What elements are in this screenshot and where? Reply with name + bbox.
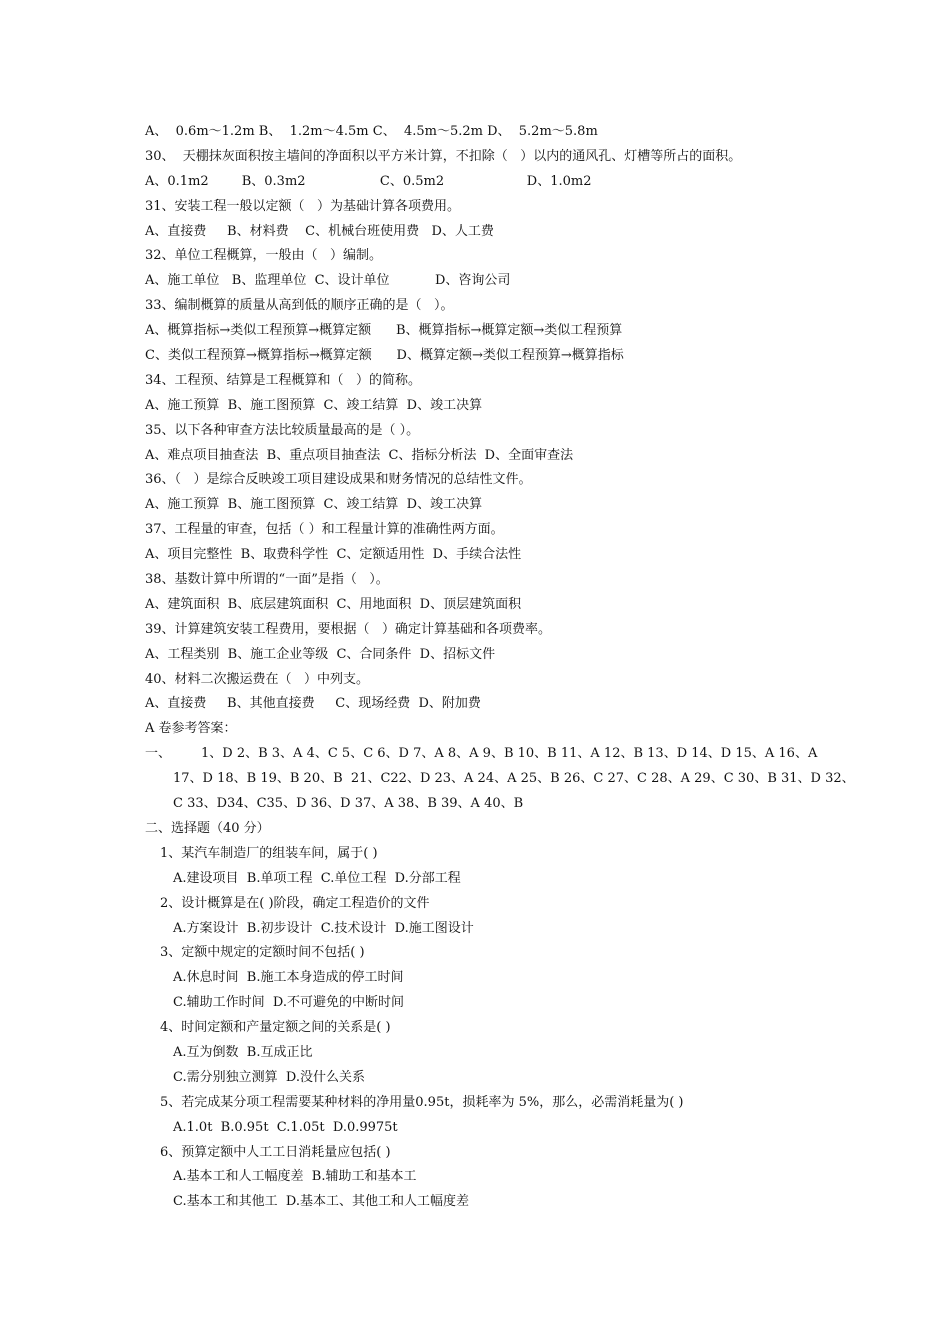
option-line-q32: A、施工单位 B、监理单位 C、设计单位 D、咨询公司	[145, 273, 511, 289]
question-33: 33、编制概算的质量从高到低的顺序正确的是（ ）。	[145, 298, 454, 314]
s2-options-6-ab: A.基本工和人工幅度差 B.辅助工和基本工	[173, 1169, 417, 1185]
s2-options-3-ab: A.休息时间 B.施工本身造成的停工时间	[173, 970, 404, 986]
question-31: 31、安装工程一般以定额（ ）为基础计算各项费用。	[145, 198, 460, 214]
option-line-q30: A、0.1m2 B、0.3m2 C、0.5m2 D、1.0m2	[145, 173, 592, 189]
question-39: 39、计算建筑安装工程费用，要根据（ ）确定计算基础和各项费率。	[145, 621, 551, 637]
s2-question-6: 6、预算定额中人工工日消耗量应包括( )	[160, 1144, 391, 1160]
option-line-q31: A、直接费 B、材料费 C、机械台班使用费 D、人工费	[145, 223, 494, 239]
answer-key-line-3: C 33、D34、C35、D 36、D 37、A 38、B 39、A 40、B	[173, 796, 524, 812]
question-34: 34、工程预、结算是工程概算和（ ）的简称。	[145, 372, 421, 388]
s2-options-5: A.1.0t B.0.95t C.1.05t D.0.9975t	[173, 1119, 398, 1135]
s2-options-4-cd: C.需分别独立测算 D.没什么关系	[173, 1069, 365, 1085]
s2-options-4-ab: A.互为倒数 B.互成正比	[173, 1044, 313, 1060]
option-line-q34: A、施工预算 B、施工图预算 C、竣工结算 D、竣工决算	[145, 397, 483, 413]
answer-key-line-2: 17、D 18、B 19、B 20、B 21、C22、D 23、A 24、A 25、B 26、C 27、C 28、A 29、C 30、B 31、D 32、	[173, 771, 855, 787]
s2-question-2: 2、设计概算是在( )阶段，确定工程造价的文件	[160, 895, 430, 911]
option-line-q36: A、施工预算 B、施工图预算 C、竣工结算 D、竣工决算	[145, 497, 483, 513]
option-line-q33-ab: A、概算指标→类似工程预算→概算定额 B、概算指标→概算定额→类似工程预算	[145, 323, 623, 339]
question-30: 30、 天棚抹灰面积按主墙间的净面积以平方米计算，不扣除（ ）以内的通风孔、灯槽等所占的面积。	[145, 148, 742, 164]
s2-question-5: 5、若完成某分项工程需要某种材料的净用量0.95t，损耗率为 5%，那么，必需消耗量为( )	[160, 1094, 684, 1110]
s2-options-3-cd: C.辅助工作时间 D.不可避免的中断时间	[173, 995, 404, 1011]
question-36: 36、（ ）是综合反映竣工项目建设成果和财务情况的总结性文件。	[145, 472, 532, 488]
s2-question-3: 3、定额中规定的定额时间不包括( )	[160, 945, 365, 961]
s2-options-1: A.建设项目 B.单项工程 C.单位工程 D.分部工程	[173, 870, 461, 886]
s2-options-6-cd: C.基本工和其他工 D.基本工、其他工和人工幅度差	[173, 1194, 469, 1210]
s2-question-1: 1、某汽车制造厂的组装车间，属于( )	[160, 845, 378, 861]
section-2-heading: 二、选择题（40 分）	[145, 820, 270, 836]
question-35: 35、以下各种审查方法比较质量最高的是（ ）。	[145, 422, 420, 438]
option-line-q40: A、直接费 B、其他直接费 C、现场经费 D、附加费	[145, 696, 481, 712]
option-line-q29: A、 0.6m～1.2m B、 1.2m～4.5m C、 4.5m～5.2m D、 5.2m～5.8m	[145, 124, 598, 139]
question-40: 40、材料二次搬运费在（ ）中列支。	[145, 671, 369, 687]
option-line-q37: A、项目完整性 B、取费科学性 C、定额适用性 D、手续合法性	[145, 547, 522, 563]
s2-options-2: A.方案设计 B.初步设计 C.技术设计 D.施工图设计	[173, 920, 474, 936]
question-38: 38、基数计算中所谓的“一面”是指（ ）。	[145, 572, 389, 588]
answer-section-marker: 一、	[145, 746, 172, 762]
question-32: 32、单位工程概算，一般由（ ）编制。	[145, 248, 382, 264]
option-line-q33-cd: C、类似工程预算→概算指标→概算定额 D、概算定额→类似工程预算→概算指标	[145, 348, 624, 364]
answer-key-line-1: 1、D 2、B 3、A 4、C 5、C 6、D 7、A 8、A 9、B 10、B 11、A 12、B 13、D 14、D 15、A 16、A	[201, 746, 818, 762]
question-37: 37、工程量的审查，包括（ ）和工程量计算的准确性两方面。	[145, 522, 504, 538]
answer-key-first-line	[145, 742, 825, 767]
document-body	[145, 120, 855, 1215]
s2-question-4: 4、时间定额和产量定额之间的关系是( )	[160, 1020, 391, 1036]
option-line-q35: A、难点项目抽查法 B、重点项目抽查法 C、指标分析法 D、全面审查法	[145, 447, 574, 463]
answer-key-heading: A 卷参考答案：	[145, 721, 237, 737]
option-line-q39: A、工程类别 B、施工企业等级 C、合同条件 D、招标文件	[145, 646, 496, 662]
option-line-q38: A、建筑面积 B、底层建筑面积 C、用地面积 D、顶层建筑面积	[145, 596, 522, 612]
